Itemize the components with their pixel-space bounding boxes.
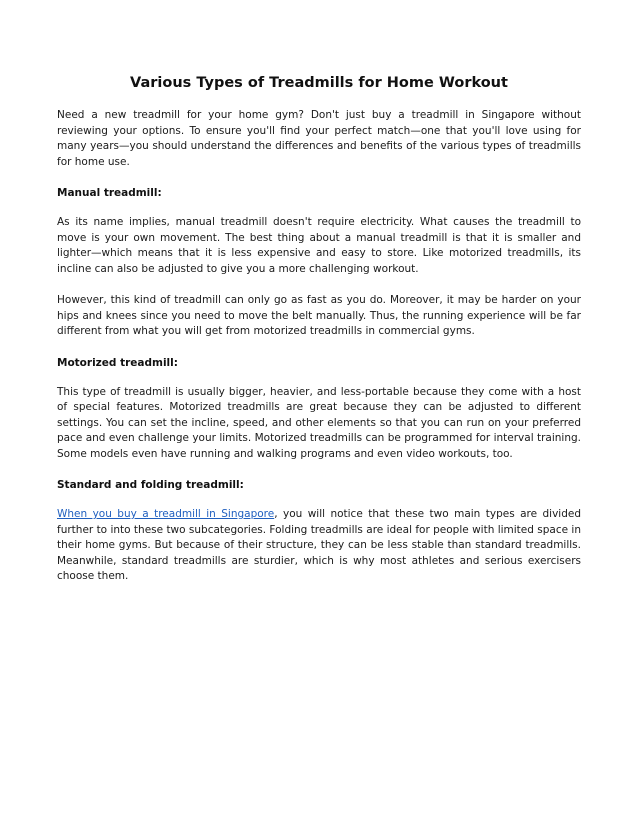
standard-folding-paragraph-text: , you will notice that these two main types are divided further to into these two subcategories. Folding treadmills are ideal for people with limited space in their home gyms. But because of their structure, they can be less stable than standard treadmills. Meanwhile, standard treadmills are sturdier, which is why most athletes and serious exercisers choose them.: [57, 508, 581, 582]
section-heading-manual: Manual treadmill:: [57, 187, 162, 199]
manual-paragraph-1: As its name implies, manual treadmill doesn't require electricity. What causes the treadmill to move is your own movement. The best thing about a manual treadmill is that it is smaller and lighter—which means that it is less expensive and easy to store. Like motorized treadmills, its incline can also be adjusted to give you a more challenging workout.: [57, 216, 581, 275]
motorized-paragraph: This type of treadmill is usually bigger, heavier, and less-portable because they come with a host of special features. Motorized treadmills are great because they can be adjusted to different settings. You can set the incline, speed, and other elements so that you can run on your preferred pace and even challenge your limits. Motorized treadmills can be programmed for interval training. Some models even have running and walking programs and even video workouts, too.: [57, 385, 581, 460]
buy-treadmill-link[interactable]: When you buy a treadmill in Singapore: [57, 508, 275, 520]
standard-folding-paragraph: [57, 507, 581, 585]
section-heading-motorized: Motorized treadmill:: [57, 356, 178, 369]
document-page: [57, 74, 581, 601]
manual-paragraph-2: However, this kind of treadmill can only go as fast as you do. Moreover, it may be harder on your hips and knees since you need to move the belt manually. Thus, the running experience will be far different from what you will get from motorized treadmills in commercial gyms.: [57, 294, 581, 337]
intro-paragraph: Need a new treadmill for your home gym? Don't just buy a treadmill in Singapore without reviewing your options. To ensure you'll find your perfect match—one that you'll love using for many years—you should understand the differences and benefits of the various types of treadmills for home use.: [57, 109, 581, 168]
section-heading-standard-folding: Standard and folding treadmill:: [57, 479, 244, 491]
document-title: Various Types of Treadmills for Home Workout: [130, 75, 508, 91]
